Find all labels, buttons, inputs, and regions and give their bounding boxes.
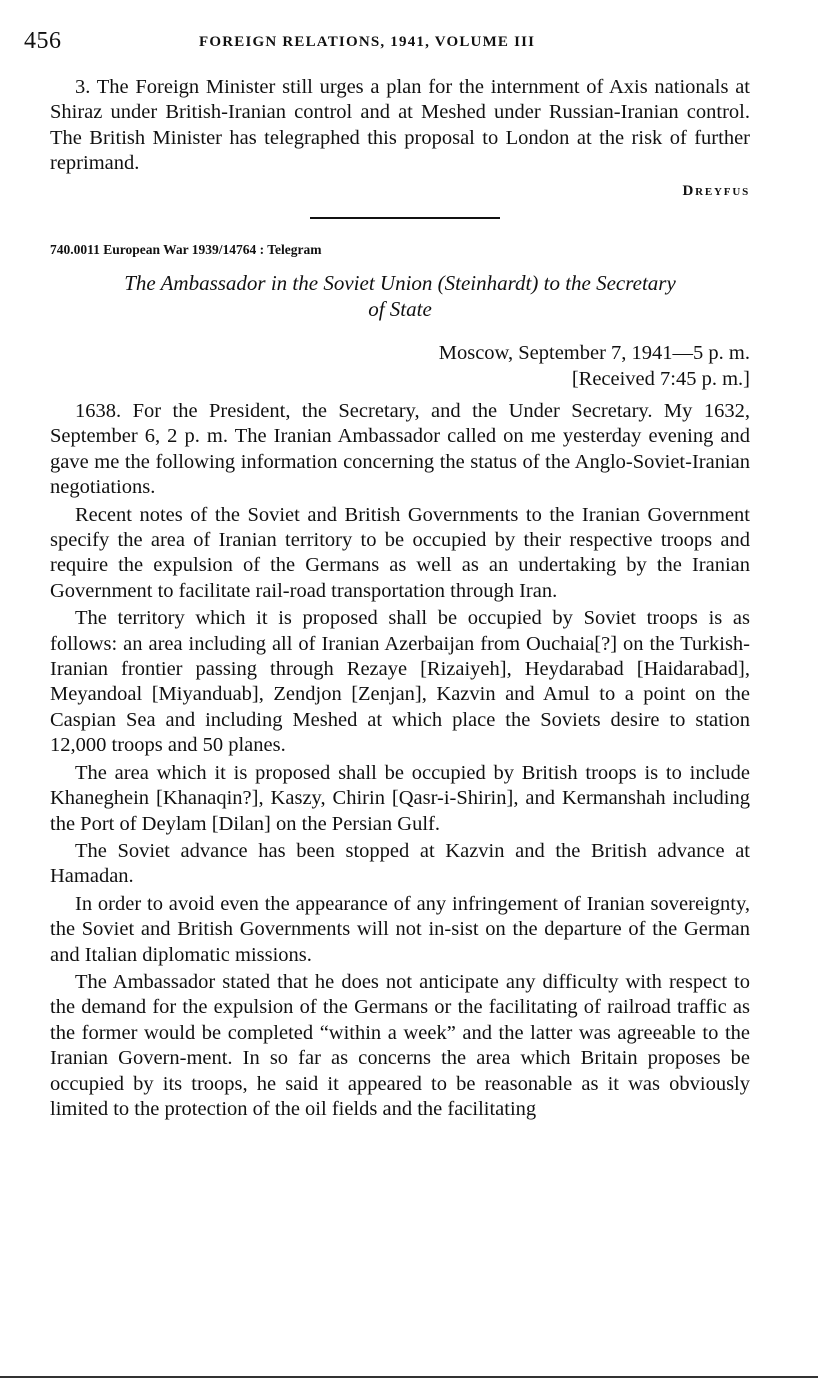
paragraph: The Soviet advance has been stopped at Kazvin and the British advance at Hamadan. <box>50 839 750 888</box>
paragraph: Recent notes of the Soviet and British Governments to the Iranian Government specify the area of Iranian territory to be occupied by their respective troops and require the expulsion of the Germans as well as an undertaking by the Iranian Government to facilitate rail-road transportation through Iran. <box>50 503 750 602</box>
page-header <box>24 28 764 60</box>
document-title <box>40 270 760 322</box>
paragraph: The area which it is proposed shall be occupied by British troops is to include Khaneghein [Khanaqin?], Kaszy, Chirin [Qasr-i-Shirin], and Kermanshah including the Port of Deylam [Dilan] on the Persian Gulf. <box>50 761 750 835</box>
paragraph: The Ambassador stated that he does not anticipate any difficulty with respect to the demand for the expulsion of the Germans or the facilitating of railroad traffic as the former would be completed “within a week” and the latter was agreeable to the Iranian Govern-ment. In so far as concerns the area which Britain proposes be occupied by its troops, he said it appeared to be reasonable as it was obviously limited to the protection of the oil fields and the facilitating <box>50 970 750 1120</box>
document-body <box>50 399 750 1122</box>
dateline: Moscow, September 7, 1941—5 p. m. <box>438 342 750 364</box>
paragraph: 3. The Foreign Minister still urges a plan for the internment of Axis nationals at Shiraz under British-Iranian control and at Meshed under Russian-Iranian control. The British Minister has telegraphed this proposal to London at the risk of further reprimand. <box>50 76 750 175</box>
running-head: FOREIGN RELATIONS, 1941, VOLUME III <box>199 34 536 50</box>
previous-document-text <box>50 75 750 177</box>
paragraph: The territory which it is proposed shall be occupied by Soviet troops is as follows: an area including all of Iranian Azerbaijan from Ouchaia[?] on the Turkish-Iranian frontier passing through Rezaye [Rizaiyeh], Heydarabad [Haidarabad], Meyandoal [Miyanduab], Zendjon [Zenjan], Kazvin and Amul to a point on the Caspian Sea and including Meshed at which place the Soviets desire to station 12,000 troops and 50 planes. <box>50 607 750 757</box>
page-number: 456 <box>24 28 62 54</box>
page-bottom-edge <box>0 1376 818 1378</box>
file-number: 740.0011 European War 1939/14764 : Telegram <box>50 242 322 257</box>
paragraph: In order to avoid even the appearance of any infringement of Iranian sovereignty, the Soviet and British Governments will not in-sist on the departure of the German and Italian diplomatic missions. <box>50 892 750 966</box>
section-divider <box>310 217 500 219</box>
document-title-line-2: of State <box>368 297 432 321</box>
received-line: [Received 7:45 p. m.] <box>571 368 750 390</box>
document-title-line-1: The Ambassador in the Soviet Union (Steinhardt) to the Secretary <box>124 271 676 295</box>
paragraph: 1638. For the President, the Secretary, and the Under Secretary. My 1632, September 6, 2 p. m. The Iranian Ambassador called on me yesterday evening and gave me the following information concerning the status of the Anglo-Soviet-Iranian negotiations. <box>50 400 750 499</box>
signature: Dreyfus <box>682 183 750 199</box>
